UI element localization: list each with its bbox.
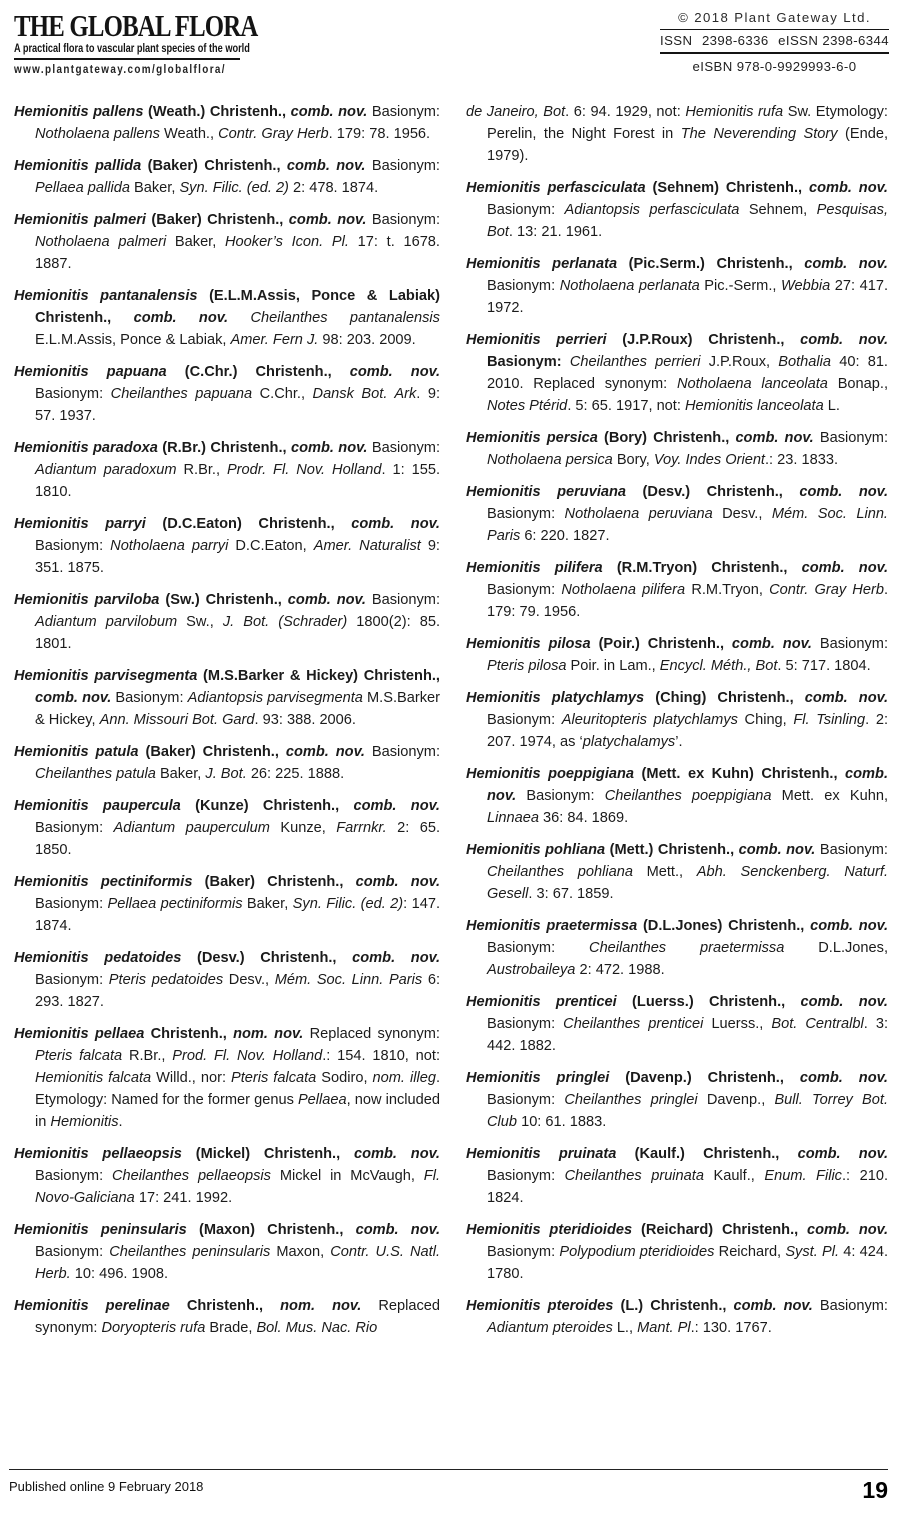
taxon-entry: Hemionitis persica (Bory) Christenh., comb. nov. Basionym: Notholaena persica Bory, Voy. Indes Orient.: 23. 1833. — [466, 430, 889, 468]
taxon-entry: Hemionitis parryi (D.C.Eaton) Christenh., comb. nov. Basionym: Notholaena parryi D.C.Eaton, Amer. Naturalist 9: 351. 1875. — [14, 516, 440, 576]
taxon-entry: Hemionitis pilifera (R.M.Tryon) Christenh., comb. nov. Basionym: Notholaena pilifera R.M.Tryon, Contr. Gray Herb. 179: 79. 1956. — [466, 560, 889, 620]
taxon-entry: Hemionitis peninsularis (Maxon) Christenh., comb. nov. Basionym: Cheilanthes peninsularis Maxon, Contr. U.S. Natl. Herb. 10: 496. 1908. — [14, 1222, 441, 1282]
taxon-entry: Hemionitis pellaeopsis (Mickel) Christenh., comb. nov. Basionym: Cheilanthes pellaeopsis Mickel in McVaugh, Fl. Novo-Galiciana 17: 241. 1992. — [14, 1146, 441, 1206]
taxon-entry: Hemionitis pantanalensis (E.L.M.Assis, Ponce & Labiak) Christenh., comb. nov. Cheilanthes pantanalensis E.L.M.Assis, Ponce & Labiak, Amer. Fern J. 98: 203. 2009. — [14, 288, 440, 348]
copyright-line: © 2018 Plant Gateway Ltd. — [678, 10, 871, 25]
taxon-entry: Hemionitis pteroides (L.) Christenh., comb. nov. Basionym: Adiantum pteroides L., Mant. Pl.: 130. 1767. — [466, 1298, 888, 1336]
taxon-entry: Hemionitis pallens (Weath.) Christenh., comb. nov. Basionym: Notholaena pallens Weath., Contr. Gray Herb. 179: 78. 1956. — [14, 104, 440, 142]
taxon-entry: Hemionitis pteridioides (Reichard) Christenh., comb. nov. Basionym: Polypodium pteridioides Reichard, Syst. Pl. 4: 424. 1780. — [466, 1222, 889, 1282]
footer-divider — [9, 1469, 888, 1470]
taxon-entry: Hemionitis papuana (C.Chr.) Christenh., comb. nov. Basionym: Cheilanthes papuana C.Chr., Dansk Bot. Ark. 9: 57. 1937. — [14, 364, 440, 424]
taxon-entry: Hemionitis paupercula (Kunze) Christenh., comb. nov. Basionym: Adiantum pauperculum Kunze, Farrnkr. 2: 65. 1850. — [14, 798, 440, 858]
footer-row — [9, 1479, 888, 1502]
right-column — [466, 101, 888, 1349]
taxon-entry: Hemionitis pellaea Christenh., nom. nov. Replaced synonym: Pteris falcata R.Br., Prod. Fl. Nov. Holland.: 154. 1810, not: Hemionitis falcata Willd., nor: Pteris falcata Sodiro, nom. illeg. Etymology: Named for the former genus Pellaea, now included in Hemionitis. — [14, 1026, 441, 1130]
taxon-entry: Hemionitis parvisegmenta (M.S.Barker & Hickey) Christenh., comb. nov. Basionym: Adiantopsis parvisegmenta M.S.Barker & Hickey, Ann. Missouri Bot. Gard. 93: 388. 2006. — [14, 668, 440, 728]
taxon-entry: Hemionitis perelinae Christenh., nom. nov. Replaced synonym: Doryopteris rufa Brade, Bol. Mus. Nac. Rio — [14, 1298, 441, 1336]
publisher-block — [660, 10, 889, 76]
page-footer — [9, 1469, 888, 1502]
taxon-entry: Hemionitis praetermissa (D.L.Jones) Christenh., comb. nov. Basionym: Cheilanthes praetermissa D.L.Jones, Austrobaileya 2: 472. 1988. — [466, 918, 889, 978]
taxon-entry: Hemionitis paradoxa (R.Br.) Christenh., comb. nov. Basionym: Adiantum paradoxum R.Br., Prodr. Fl. Nov. Holland. 1: 155. 1810. — [14, 440, 441, 500]
taxon-entry: Hemionitis poeppigiana (Mett. ex Kuhn) Christenh., comb. nov. Basionym: Cheilanthes poeppigiana Mett. ex Kuhn, Linnaea 36: 84. 1869. — [466, 766, 889, 826]
taxon-entry: Hemionitis pedatoides (Desv.) Christenh., comb. nov. Basionym: Pteris pedatoides Desv., Mém. Soc. Linn. Paris 6: 293. 1827. — [14, 950, 441, 1010]
issn-label: ISSN — [660, 33, 693, 48]
journal-subtitle: A practical flora to vascular plant species of the world — [14, 43, 250, 55]
left-column — [14, 101, 440, 1349]
taxon-entry: Hemionitis palmeri (Baker) Christenh., comb. nov. Basionym: Notholaena palmeri Baker, Hooker’s Icon. Pl. 17: t. 1678. 1887. — [14, 212, 440, 272]
taxon-entry: Hemionitis perfasciculata (Sehnem) Christenh., comb. nov. Basionym: Adiantopsis perfasciculata Sehnem, Pesquisas, Bot. 13: 21. 1961. — [466, 180, 889, 240]
taxon-entry: Hemionitis perrieri (J.P.Roux) Christenh., comb. nov. Basionym: Cheilanthes perrieri J.P.Roux, Bothalia 40: 81. 2010. Replaced synonym: Notholaena lanceolata Bonap., Notes Ptérid. 5: 65. 1917, not: Hemionitis lanceolata L. — [466, 332, 888, 414]
taxon-entry: Hemionitis perlanata (Pic.Serm.) Christenh., comb. nov. Basionym: Notholaena perlanata Pic.-Serm., Webbia 27: 417. 1972. — [466, 256, 889, 316]
taxon-entry: Hemionitis pectiniformis (Baker) Christenh., comb. nov. Basionym: Pellaea pectiniformis Baker, Syn. Filic. (ed. 2): 147. 1874. — [14, 874, 441, 934]
issn-row — [660, 29, 889, 54]
taxon-entry: Hemionitis pringlei (Davenp.) Christenh., comb. nov. Basionym: Cheilanthes pringlei Davenp., Bull. Torrey Bot. Club 10: 61. 1883. — [466, 1070, 889, 1130]
brand-divider — [14, 58, 240, 60]
eissn-value: eISSN 2398-6344 — [778, 33, 889, 48]
page-header — [14, 10, 889, 76]
taxon-entry: de Janeiro, Bot. 6: 94. 1929, not: Hemionitis rufa Sw. Etymology: Perelin, the Night Forest in The Neverending Story (Ende, 1979). — [466, 104, 888, 164]
eisbn-line: eISBN 978-0-9929993-6-0 — [692, 59, 857, 74]
text-columns — [14, 101, 888, 1349]
taxon-entry: Hemionitis parviloba (Sw.) Christenh., comb. nov. Basionym: Adiantum parvilobum Sw., J. Bot. (Schrader) 1800(2): 85. 1801. — [14, 592, 440, 652]
brand-block — [14, 10, 314, 76]
published-date: Published online 9 February 2018 — [9, 1479, 204, 1494]
taxon-entry: Hemionitis prenticei (Luerss.) Christenh., comb. nov. Basionym: Cheilanthes prenticei Luerss., Bot. Centralbl. 3: 442. 1882. — [466, 994, 889, 1054]
issn-value: 2398-6336 — [701, 33, 769, 48]
journal-title: THE GLOBAL FLORA — [14, 8, 258, 43]
taxon-entry: Hemionitis peruviana (Desv.) Christenh., comb. nov. Basionym: Notholaena peruviana Desv., Mém. Soc. Linn. Paris 6: 220. 1827. — [466, 484, 889, 544]
journal-url: www.plantgateway.com/globalflora/ — [14, 64, 226, 76]
taxon-entry: Hemionitis pohliana (Mett.) Christenh., comb. nov. Basionym: Cheilanthes pohliana Mett., Abh. Senckenberg. Naturf. Gesell. 3: 67. 1859. — [466, 842, 889, 902]
page-number: 19 — [862, 1477, 888, 1503]
taxon-entry: Hemionitis pallida (Baker) Christenh., comb. nov. Basionym: Pellaea pallida Baker, Syn. Filic. (ed. 2) 2: 478. 1874. — [14, 158, 440, 196]
taxon-entry: Hemionitis pruinata (Kaulf.) Christenh., comb. nov. Basionym: Cheilanthes pruinata Kaulf., Enum. Filic.: 210. 1824. — [466, 1146, 889, 1206]
taxon-entry: Hemionitis patula (Baker) Christenh., comb. nov. Basionym: Cheilanthes patula Baker, J. Bot. 26: 225. 1888. — [14, 744, 441, 782]
taxon-entry: Hemionitis pilosa (Poir.) Christenh., comb. nov. Basionym: Pteris pilosa Poir. in Lam., Encycl. Méth., Bot. 5: 717. 1804. — [466, 636, 889, 674]
taxon-entry: Hemionitis platychlamys (Ching) Christenh., comb. nov. Basionym: Aleuritopteris platychlamys Ching, Fl. Tsinling. 2: 207. 1974, as ‘platychalamys’. — [466, 690, 889, 750]
